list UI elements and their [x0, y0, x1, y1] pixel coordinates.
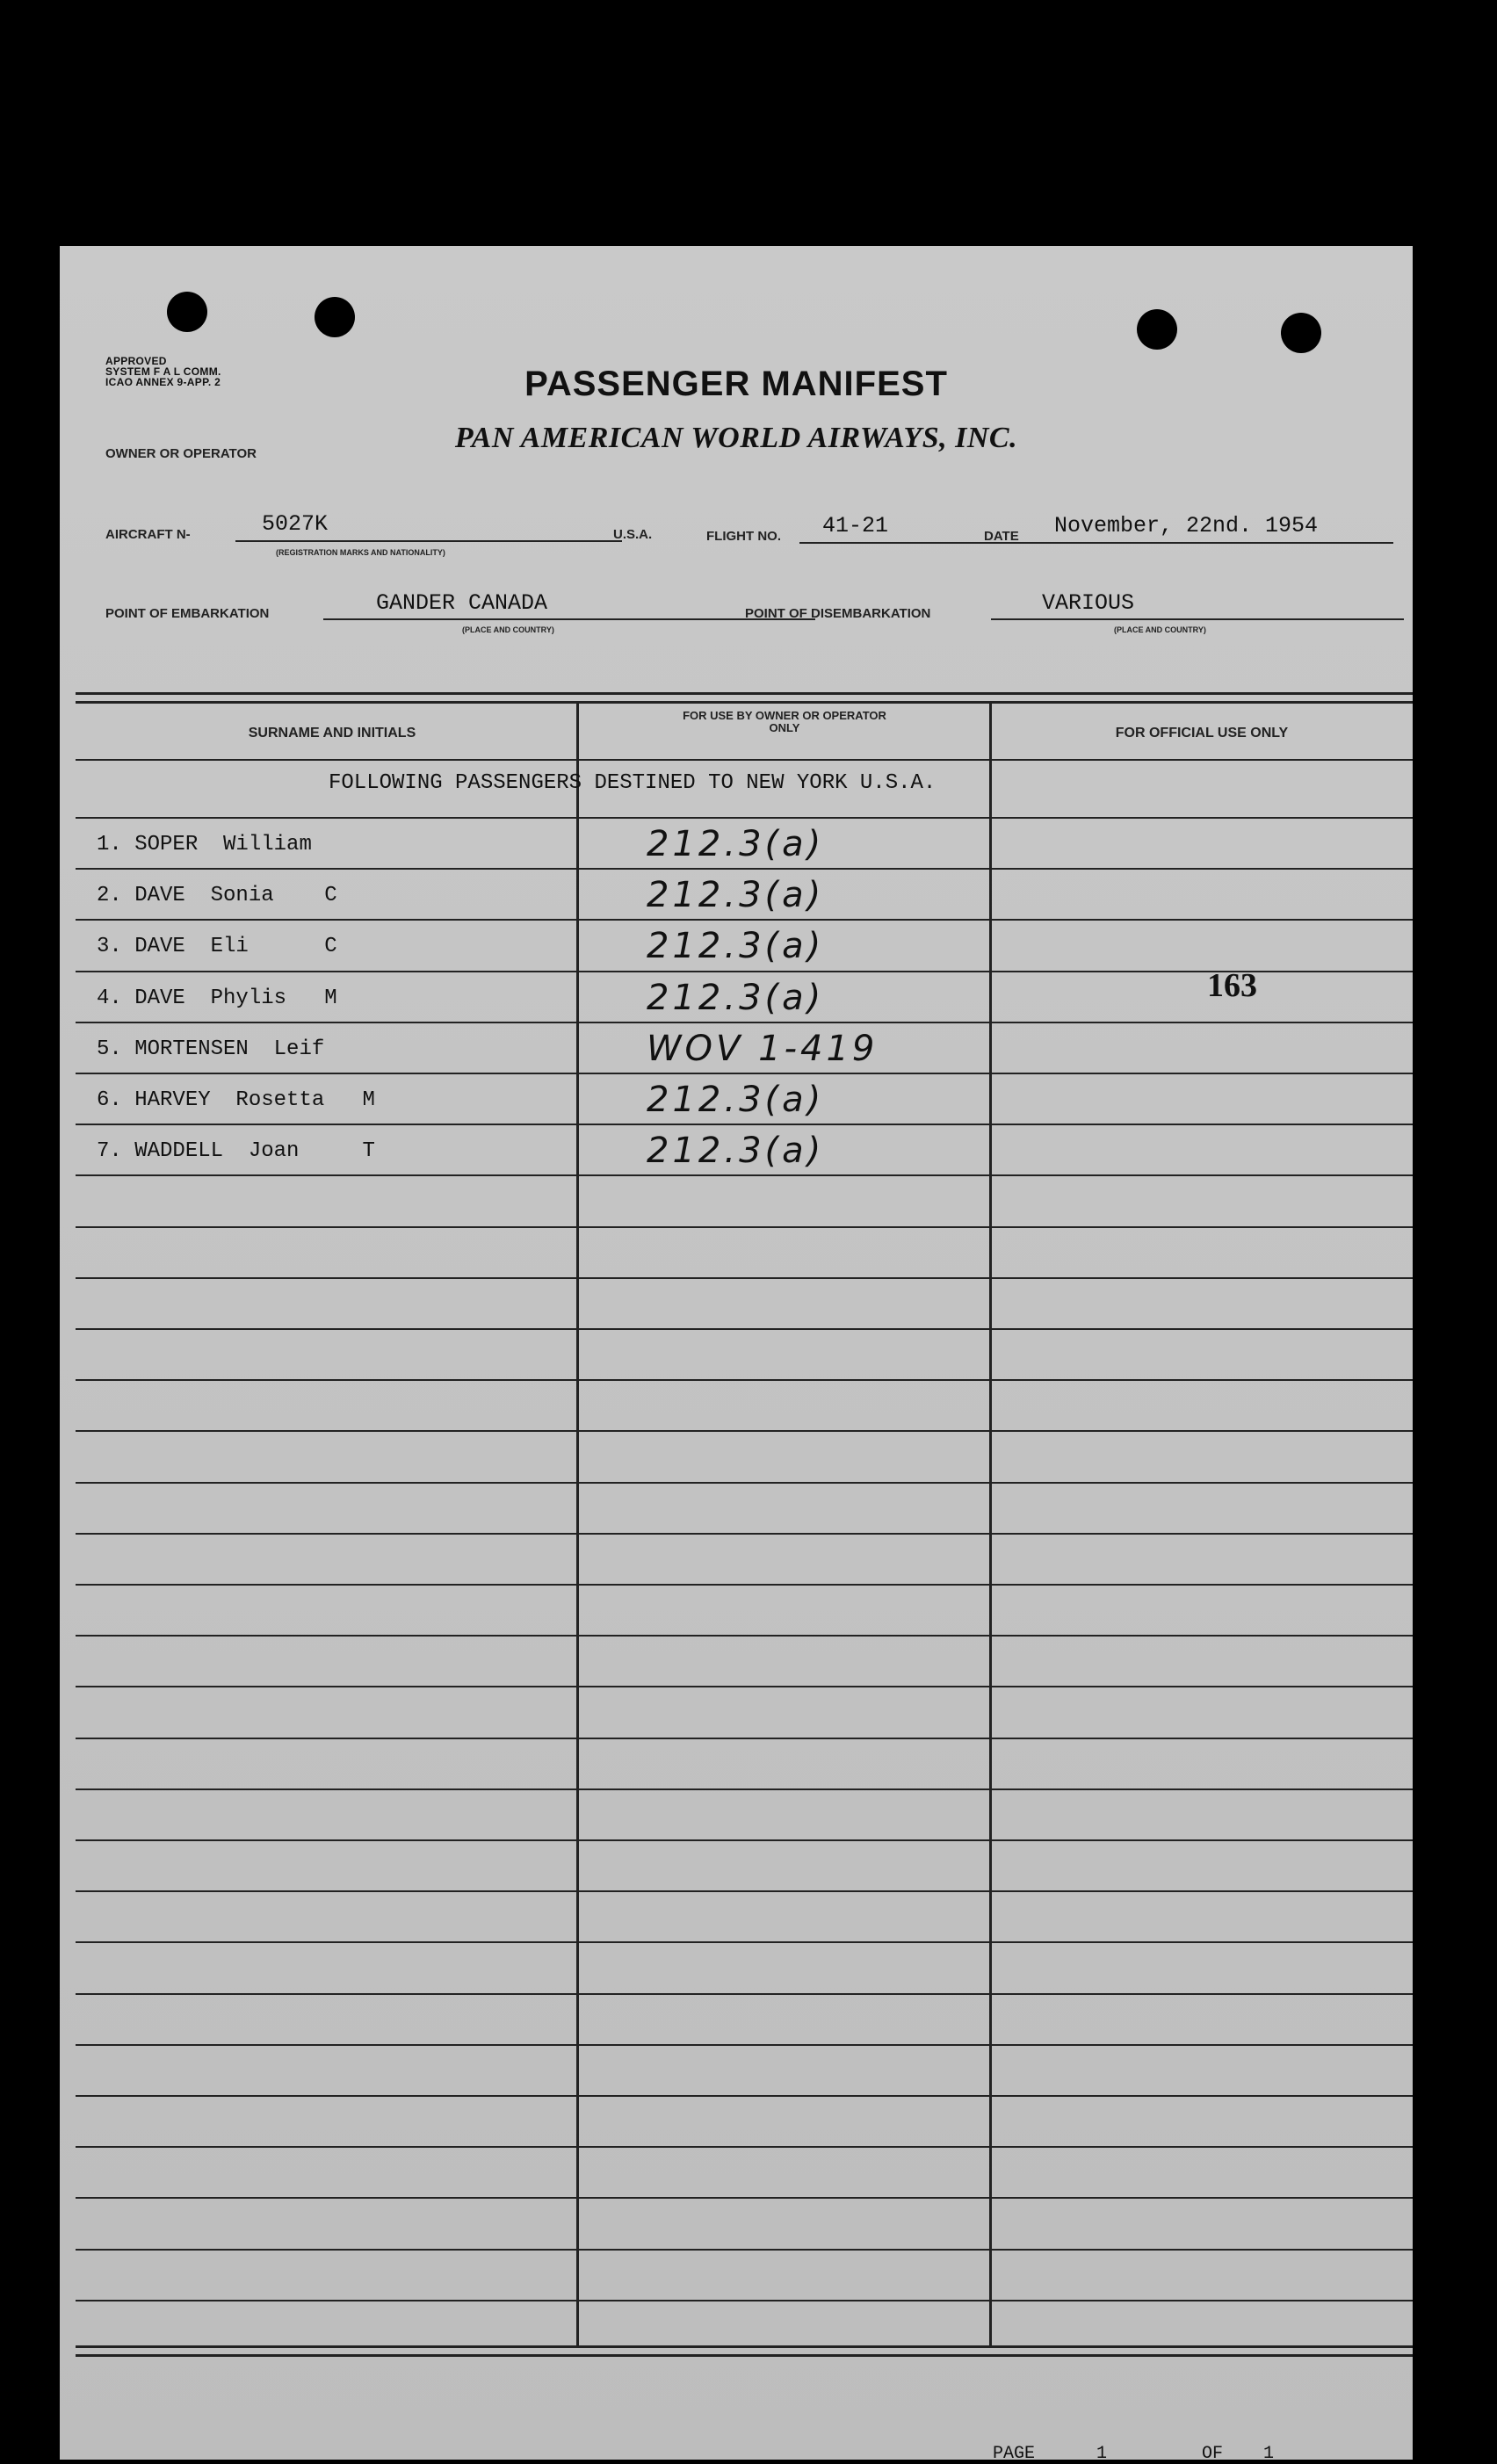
page-label: PAGE	[993, 2444, 1036, 2464]
row-rule	[76, 1738, 1413, 1739]
passenger-entry: 1. SOPER William	[97, 833, 312, 856]
surname-header: SURNAME AND INITIALS	[248, 726, 416, 741]
row-rule	[76, 2044, 1413, 2046]
punch-hole	[167, 292, 207, 332]
row-rule	[76, 2249, 1413, 2251]
row-rule	[76, 2197, 1413, 2199]
table-bottom-rule	[76, 2345, 1413, 2348]
embarkation-place-caption: (PLACE AND COUNTRY)	[462, 625, 554, 634]
row-rule	[76, 1022, 1413, 1023]
embarkation-value: GANDER CANADA	[376, 590, 548, 616]
row-rule	[76, 1328, 1413, 1330]
row-rule	[76, 1890, 1413, 1892]
punch-hole	[1281, 313, 1321, 353]
row-rule	[76, 2146, 1413, 2148]
owner-use-note: 212.3(a)	[647, 978, 825, 1018]
manifest-sheet	[60, 246, 1413, 2464]
disembarkation-label: POINT OF DISEMBARKATION	[745, 606, 931, 621]
airline-name: PAN AMERICAN WORLD AIRWAYS, INC.	[454, 422, 1018, 454]
owner-use-note: 212.3(a)	[647, 1131, 825, 1171]
owner-use-note: 212.3(a)	[647, 1080, 825, 1120]
flight-value: 41-21	[822, 513, 889, 538]
row-rule	[76, 1686, 1413, 1687]
passenger-entry: 3. DAVE Eli C	[97, 935, 337, 958]
owner-use-note: 212.3(a)	[647, 875, 825, 915]
official-use-header: FOR OFFICIAL USE ONLY	[1115, 726, 1289, 741]
page-value: 1	[1096, 2444, 1108, 2464]
row-rule	[76, 1379, 1413, 1381]
row-rule	[76, 868, 1413, 870]
row-rule	[76, 1073, 1413, 1074]
owner-use-note: 212.3(a)	[647, 824, 825, 864]
row-rule	[76, 1839, 1413, 1841]
row-rule	[76, 1430, 1413, 1432]
passenger-entry: 7. WADDELL Joan T	[97, 1139, 375, 1163]
row-rule	[76, 1124, 1413, 1125]
header-bottom-rule	[76, 759, 1413, 761]
date-label: DATE	[984, 529, 1019, 544]
column-divider	[576, 703, 579, 2345]
table-bottom-rule	[76, 2354, 1413, 2357]
official-use-number: 163	[1207, 967, 1257, 1004]
embarkation-underline	[323, 618, 815, 620]
passenger-entry: 5. MORTENSEN Leif	[97, 1037, 325, 1061]
destination-note: FOLLOWING PASSENGERS DESTINED TO NEW YORK U.S.A.	[329, 771, 937, 795]
owner-use-note: 212.3(a)	[647, 926, 825, 966]
approval-line: ICAO ANNEX 9-APP. 2	[105, 376, 221, 388]
disembarkation-place-caption: (PLACE AND COUNTRY)	[1114, 625, 1206, 634]
row-rule	[76, 817, 1413, 819]
aircraft-value: 5027K	[262, 511, 329, 537]
row-rule	[76, 2300, 1413, 2301]
column-divider	[989, 703, 992, 2345]
aircraft-underline	[235, 540, 622, 542]
passenger-entry: 6. HARVEY Rosetta M	[97, 1088, 375, 1112]
passenger-entry: 4. DAVE Phylis M	[97, 986, 337, 1010]
form-title: PASSENGER MANIFEST	[524, 365, 948, 403]
row-rule	[76, 1226, 1413, 1228]
row-rule	[76, 1941, 1413, 1943]
row-rule	[76, 1993, 1413, 1995]
owner-label: OWNER OR OPERATOR	[105, 446, 257, 461]
registration-caption: (REGISTRATION MARKS AND NATIONALITY)	[276, 548, 445, 557]
of-value: 1	[1263, 2444, 1275, 2464]
embarkation-label: POINT OF EMBARKATION	[105, 606, 270, 621]
punch-hole	[315, 297, 355, 337]
approval-line: APPROVED	[105, 355, 167, 367]
passenger-entry: 2. DAVE Sonia C	[97, 884, 337, 907]
row-rule	[76, 1584, 1413, 1586]
punch-hole	[1137, 309, 1177, 350]
flight-label: FLIGHT NO.	[706, 529, 781, 544]
date-value: November, 22nd. 1954	[1054, 513, 1319, 538]
owner-use-header: FOR USE BY OWNER OR OPERATOR ONLY	[683, 709, 886, 734]
aircraft-label: AIRCRAFT N-	[105, 527, 191, 542]
row-rule	[76, 1277, 1413, 1279]
row-rule	[76, 1533, 1413, 1535]
row-rule	[76, 1635, 1413, 1637]
row-rule	[76, 1482, 1413, 1484]
usa-label: U.S.A.	[613, 527, 653, 542]
header-rule-top	[76, 692, 1413, 695]
date-underline	[1024, 542, 1393, 544]
row-rule	[76, 919, 1413, 921]
row-rule	[76, 1174, 1413, 1176]
of-label: OF	[1202, 2444, 1224, 2464]
header-rule	[76, 701, 1413, 704]
row-rule	[76, 1788, 1413, 1790]
approval-line: SYSTEM F A L COMM.	[105, 365, 221, 378]
row-rule	[76, 2095, 1413, 2097]
disembarkation-value: VARIOUS	[1042, 590, 1135, 616]
disembarkation-underline	[991, 618, 1404, 620]
owner-use-note: WOV 1-419	[647, 1029, 879, 1069]
